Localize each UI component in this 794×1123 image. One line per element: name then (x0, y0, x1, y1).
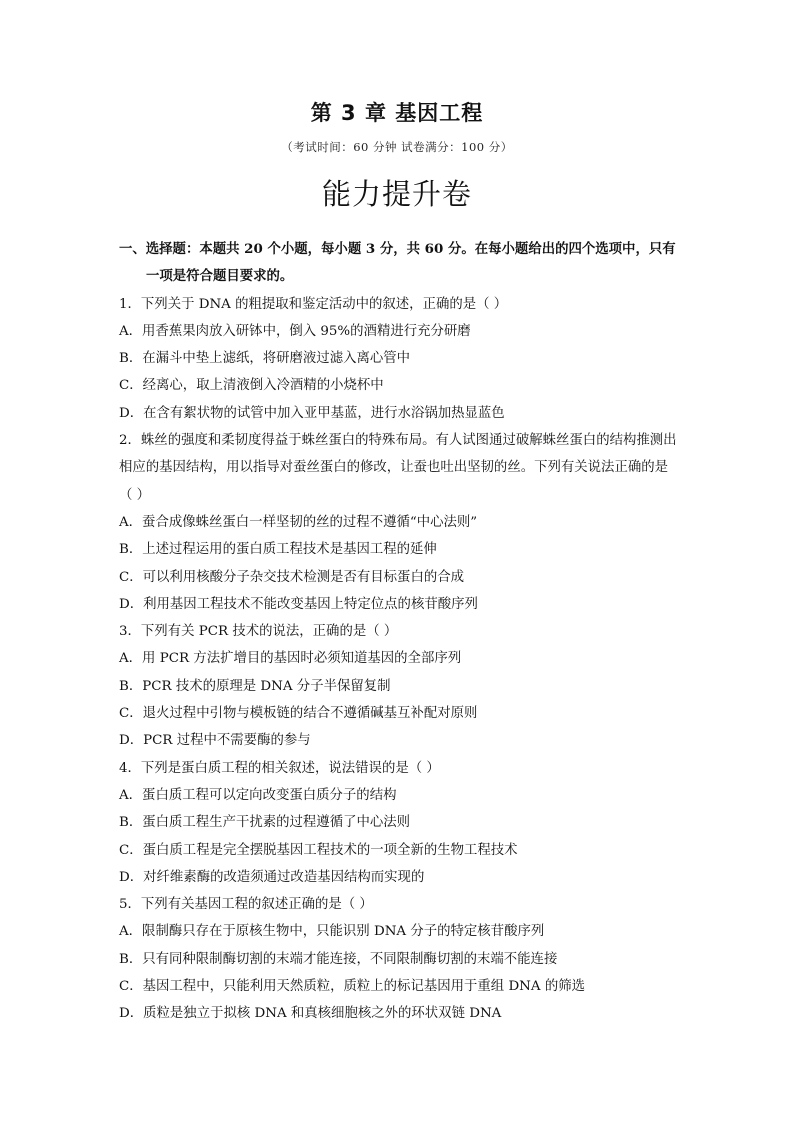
option-c: C．可以利用核酸分子杂交技术检测是否有目标蛋白的合成 (119, 569, 465, 585)
option-c: C．退火过程中引物与模板链的结合不遵循碱基互补配对原则 (119, 706, 478, 722)
option-b: B．只有同种限制酶切割的末端才能连接，不同限制酶切割的末端不能连接 (119, 951, 558, 967)
paper-type-banner: 能力提升卷 (321, 177, 472, 211)
option-d: D．利用基因工程技术不能改变基因上特定位点的核苷酸序列 (119, 596, 478, 612)
question-block (119, 291, 679, 427)
question-block (119, 891, 679, 1027)
option-c: C．蛋白质工程是完全摆脱基因工程技术的一项全新的生物工程技术 (119, 842, 518, 858)
question-stem: 4．下列是蛋白质工程的相关叙述，说法错误的是（ ） (119, 760, 440, 776)
option-d: D．质粒是独立于拟核 DNA 和真核细胞核之外的环状双链 DNA (119, 1006, 502, 1022)
option-d: D．在含有絮状物的试管中加入亚甲基蓝，进行水浴锅加热显蓝色 (119, 405, 505, 421)
option-a: A．用香蕉果肉放入研钵中，倒入 95%的酒精进行充分研磨 (119, 323, 471, 339)
section-header: 一、选择题：本题共 20 个小题，每小题 3 分，共 60 分。在每小题给出的四个选项中，只有一项是符合题目要求的。 (119, 241, 676, 285)
option-a: A．蛋白质工程可以定向改变蛋白质分子的结构 (119, 787, 397, 803)
question-stem: 5．下列有关基因工程的叙述正确的是（ ） (119, 897, 373, 913)
question-stem: 3．下列有关 PCR 技术的说法，正确的是（ ） (119, 624, 398, 640)
option-c: C．基因工程中，只能利用天然质粒，质粒上的标记基因用于重组 DNA 的筛选 (119, 979, 585, 995)
chapter-title: 第 3 章 基因工程 (310, 101, 484, 125)
option-b: B．在漏斗中垫上滤纸，将研磨液过滤入离心管中 (119, 351, 411, 367)
option-c: C．经离心，取上清液倒入冷酒精的小烧杯中 (119, 378, 384, 394)
option-a: A．限制酶只存在于原核生物中，只能识别 DNA 分子的特定核苷酸序列 (119, 924, 545, 940)
question-stem: 1．下列关于 DNA 的粗提取和鉴定活动中的叙述，正确的是（ ） (119, 296, 508, 312)
question-stem: 2．蛛丝的强度和柔韧度得益于蛛丝蛋白的特殊布局。有人试图通过破解蛛丝蛋白的结构推测出相应的基因结构，用以指导对蚕丝蛋白的修改，让蚕也吐出坚韧的丝。下列有关说法正确的是（ ） (119, 433, 677, 503)
question-content (119, 236, 679, 1028)
option-a: A．蚕合成像蛛丝蛋白一样坚韧的丝的过程不遵循“中心法则” (119, 514, 478, 530)
option-d: D．PCR 过程中不需要酶的参与 (119, 733, 311, 749)
option-d: D．对纤维素酶的改造须通过改造基因结构而实现的 (119, 869, 425, 885)
option-b: B．蛋白质工程生产干扰素的过程遵循了中心法则 (119, 815, 411, 831)
option-b: B．PCR 技术的原理是 DNA 分子半保留复制 (119, 678, 391, 694)
question-block (119, 618, 679, 754)
option-a: A．用 PCR 方法扩增目的基因时必须知道基因的全部序列 (119, 651, 462, 667)
question-block (119, 755, 679, 891)
question-block (119, 427, 679, 618)
option-b: B．上述过程运用的蛋白质工程技术是基因工程的延伸 (119, 542, 437, 558)
exam-info: （考试时间：60 分钟 试卷满分：100 分） (281, 140, 513, 154)
